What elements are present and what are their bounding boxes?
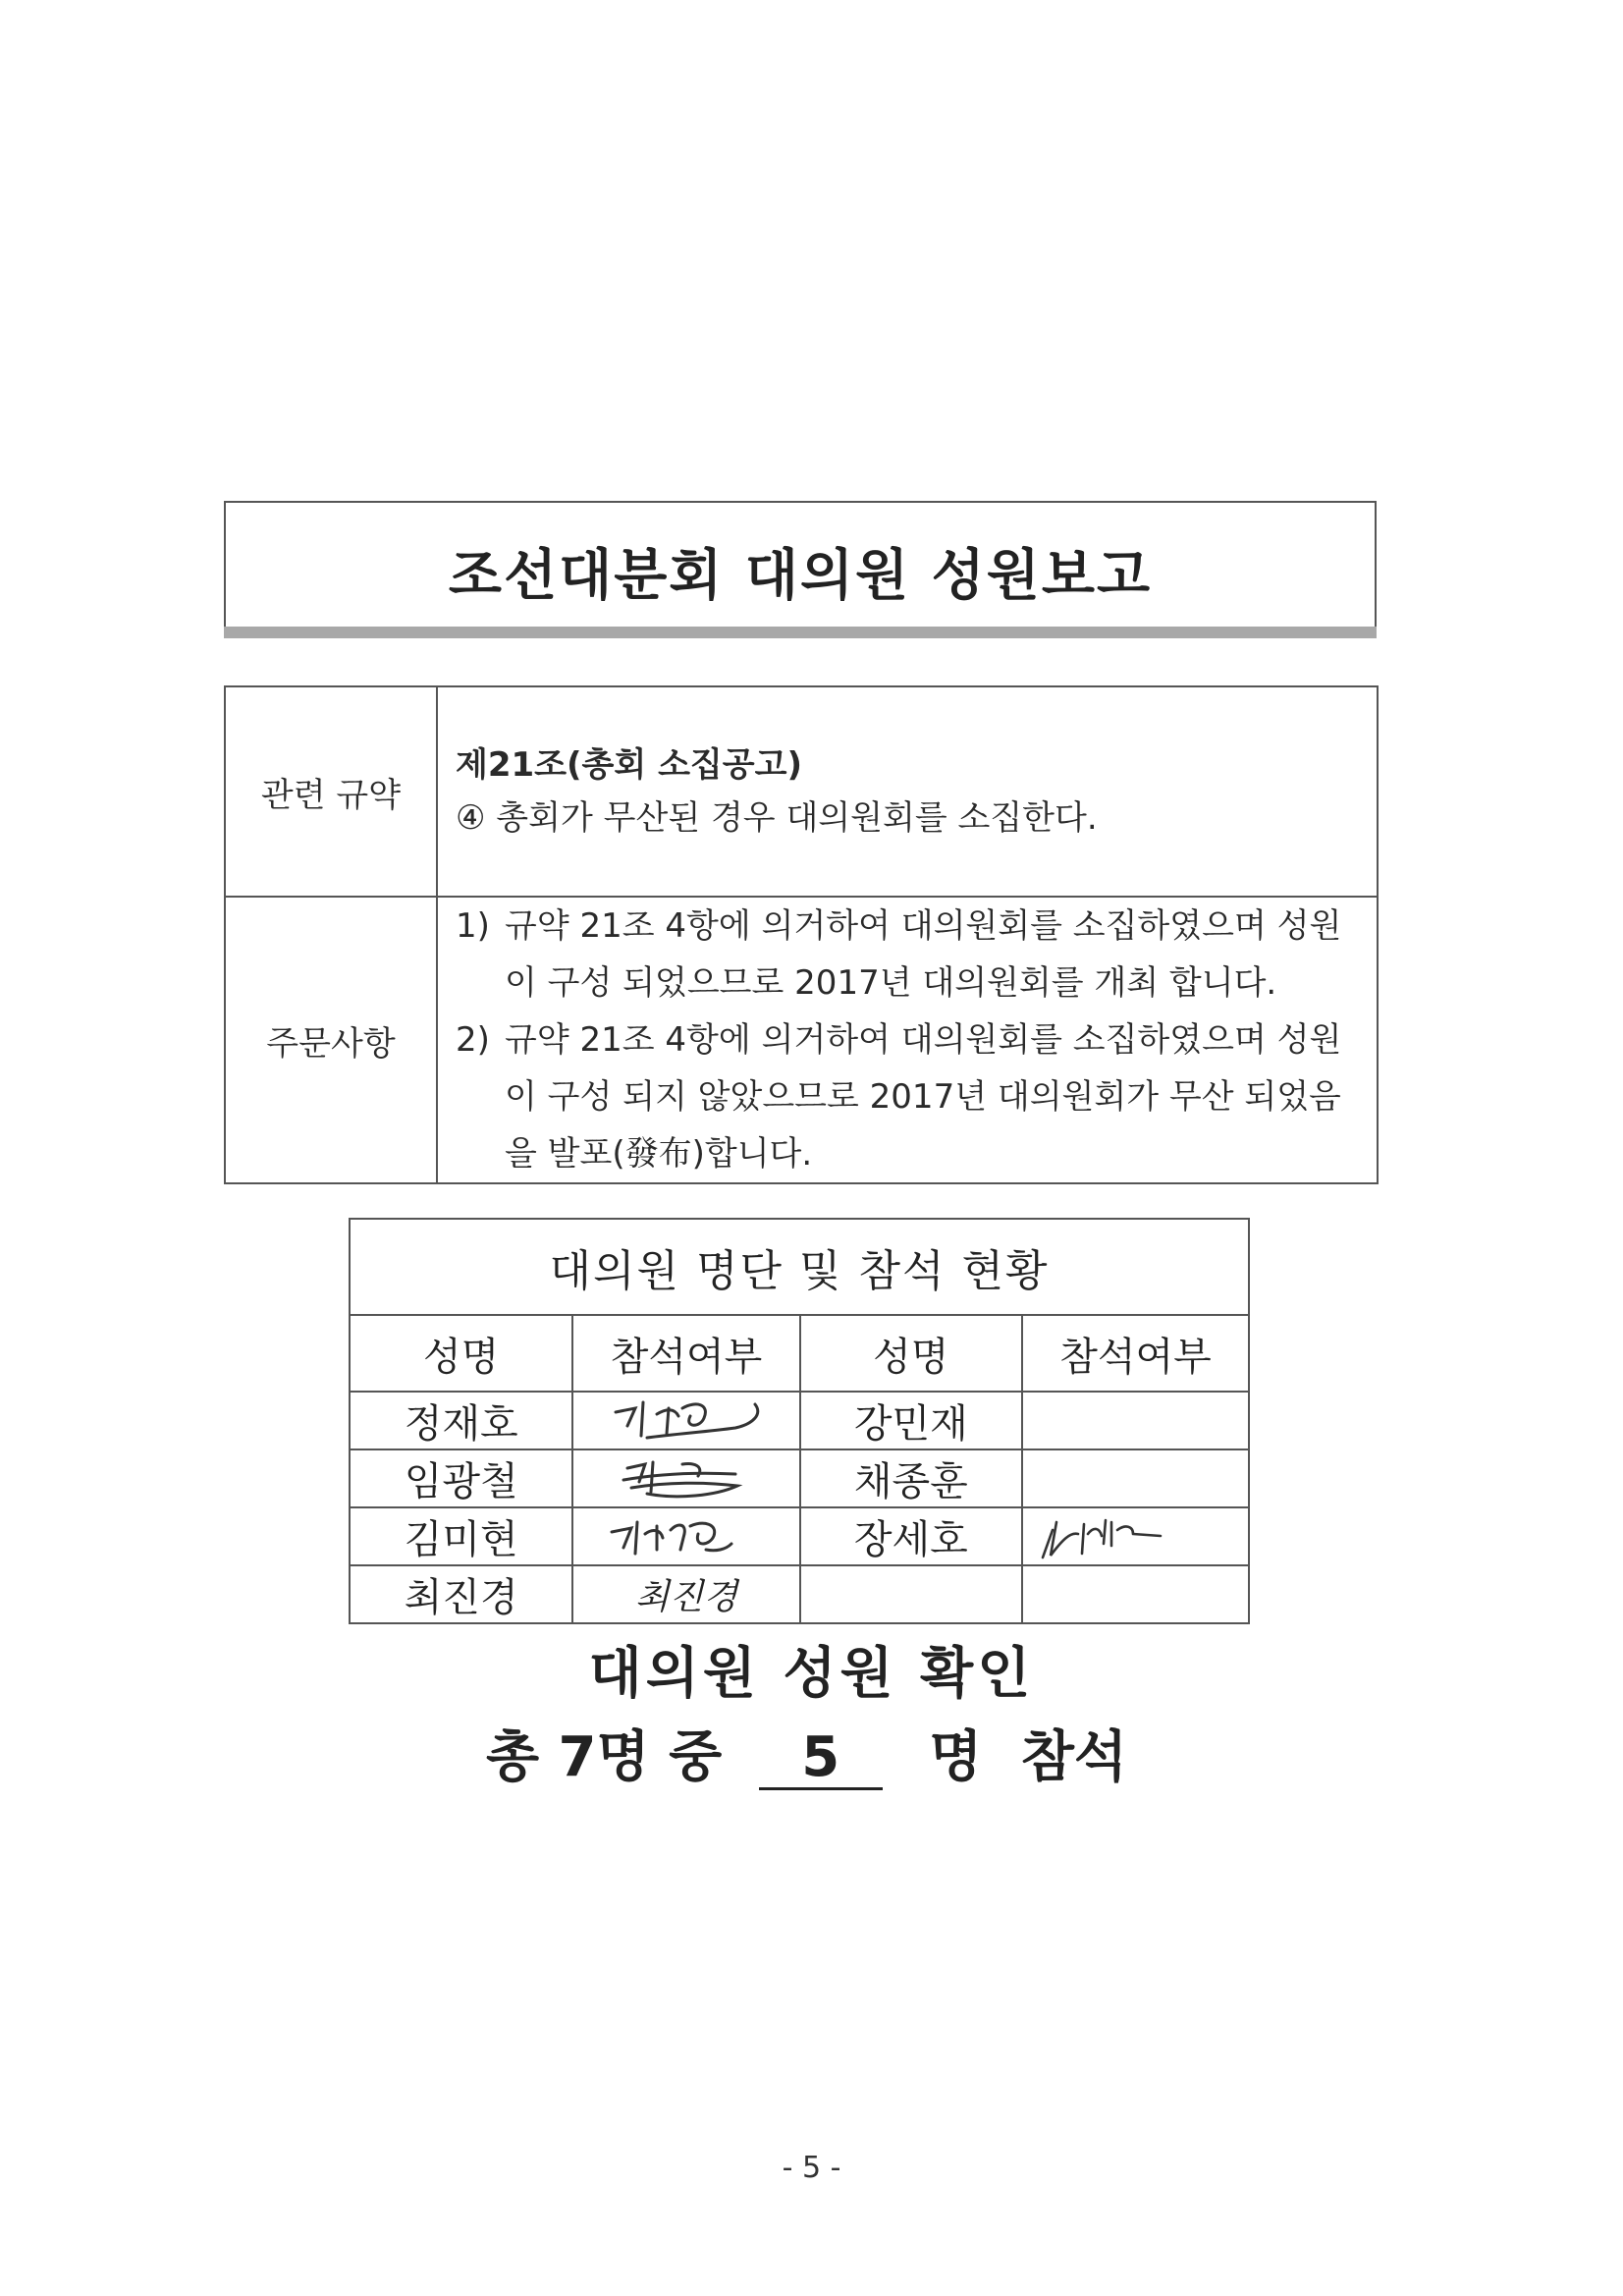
table-row [350,1392,1249,1449]
order-item-number: 1) [456,906,490,946]
signature-mark [572,1507,799,1565]
count-suffix: 참석 [1020,1725,1128,1789]
order-row [225,897,1378,1183]
attendance-cell [1022,1449,1249,1507]
roster-title: 대의원 명단 및 참석 현황 [350,1219,1249,1315]
order-content [437,897,1378,1183]
signature-mark [572,1392,799,1449]
signature-mark [572,1565,799,1623]
order-item-text: 규약 21조 4항에 의거하여 대의원회를 소집하였으며 성원이 구성 되었으므로 2017년 대의원회를 개최 합니다. [505,906,1342,1003]
order-label: 주문사항 [225,897,437,1183]
page-number: - 5 - [782,2151,841,2185]
header-name-left: 성명 [350,1315,572,1392]
page-title: 조선대분회 대의원 성원보고 [448,544,1153,608]
member-name: 김미현 [350,1507,572,1565]
table-row [350,1565,1249,1623]
related-rule-row [225,686,1378,897]
table-row [350,1449,1249,1507]
count-unit: 명 [929,1725,983,1789]
member-name: 최진경 [350,1565,572,1623]
title-underbar [224,627,1377,638]
article-clause: ④ 총회가 무산된 경우 대의원회를 소집한다. [456,797,1098,838]
order-item [456,898,1359,1011]
order-item-number: 2) [456,1020,490,1060]
order-item-text: 규약 21조 4항에 의거하여 대의원회를 소집하였으며 성원이 구성 되지 않았으므로 2017년 대의원회가 무산 되었음을 발포(發布)합니다. [505,1020,1342,1174]
table-row [350,1507,1249,1565]
title-box [224,501,1377,638]
member-name: 강민재 [800,1392,1022,1449]
rules-table [224,685,1379,1184]
header-attend-right: 참석여부 [1022,1315,1249,1392]
related-rule-label: 관련 규약 [225,686,437,897]
member-name: 임광철 [350,1449,572,1507]
member-name: 정재호 [350,1392,572,1449]
signature-mark [1022,1507,1249,1565]
member-name [800,1565,1022,1623]
attendance-cell [1022,1392,1249,1449]
member-name: 장세호 [800,1507,1022,1565]
quorum-total [0,1714,1623,1792]
signature-mark [572,1449,799,1507]
member-name: 채종훈 [800,1449,1022,1507]
roster-header-row [350,1315,1249,1392]
related-rule-content [437,686,1378,897]
order-item [456,1011,1359,1182]
attendance-cell [1022,1565,1249,1623]
quorum-confirm-title: 대의원 성원 확인 [588,1642,1035,1706]
roster-table [349,1218,1250,1624]
header-attend-left: 참석여부 [572,1315,799,1392]
total-prefix: 총 7명 중 [485,1725,723,1789]
attendee-count: 5 [759,1729,883,1790]
article-title: 제21조(총회 소집공고) [456,744,802,785]
handwritten-name: 최진경 [634,1577,738,1617]
header-name-right: 성명 [800,1315,1022,1392]
